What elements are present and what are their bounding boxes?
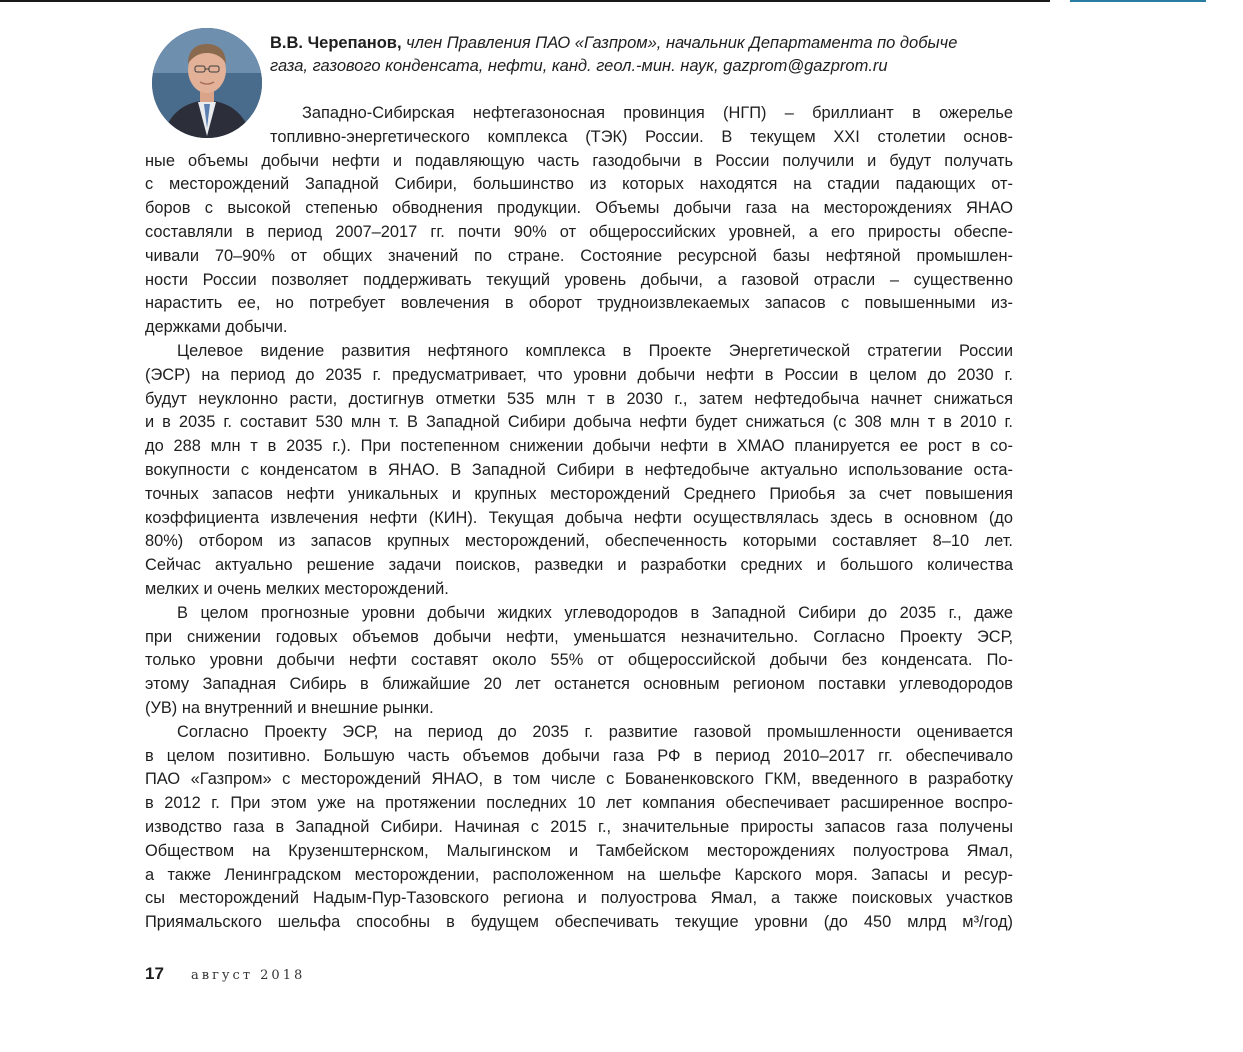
text-line: Согласно Проекту ЭСР, на период до 2035 г. развитие газовой промышленности оценивается [177, 722, 1013, 741]
text-line: точных запасов нефти уникальных и крупных месторождений Среднего Приобья за счет повышения [145, 484, 1013, 503]
text-line: сы месторождений Надым-Пур-Тазовского региона и полуострова Ямал, а также поисковых участков [145, 889, 1013, 908]
text-line: (ЭСР) на период до 2035 г. предусматривает, что уровни добычи нефти в России в целом до 2030 г. [145, 365, 1013, 384]
author-byline [270, 32, 1030, 78]
text-line: мелких и очень мелких месторождений. [145, 579, 449, 598]
text-line: этому Западная Сибирь в ближайшие 20 лет останется основным регионом поставки углеводородов [145, 675, 1013, 694]
text-line: нарастить ее, но потребует вовлечения в оборот трудноизвлекаемых запасов с повышенными из- [145, 294, 1013, 313]
text-line: только уровни добычи нефти составят около 55% от общероссийской добычи без конденсата. По- [145, 651, 1013, 670]
text-line: Западно-Сибирская нефтегазоносная провинция (НГП) – бриллиант в ожерелье [302, 104, 1013, 122]
text-line: в 2012 г. При этом уже на протяжении последних 10 лет компания обеспечивает расширенное воспро- [145, 794, 1013, 813]
text-line: изводство газа в Западной Сибири. Начиная с 2015 г., значительные приросты запасов газа получены [145, 817, 1013, 836]
text-line: ПАО «Газпром» с месторождений ЯНАО, в том числе с Бованенковского ГКМ, введенного в разработку [145, 770, 1013, 789]
issue-date: август 2018 [191, 968, 306, 983]
text-line: ности России позволяет поддерживать текущий уровень добычи, а газовой отрасли – существенно [145, 270, 1013, 289]
text-line: чивали 70–90% от общих значений по стране. Состояние ресурсной базы нефтяной промышлен- [145, 246, 1013, 265]
text-line: в целом позитивно. Большую часть объемов добычи газа РФ в период 2010–2017 гг. обеспечивало [145, 746, 1013, 765]
top-rule [0, 0, 1050, 2]
text-line: Обществом на Крузенштернском, Малыгинском и Тамбейском месторождениях полуострова Ямал, [145, 841, 1013, 860]
author-credentials: газа, газового конденсата, нефти, канд. геол.-мин. наук, gazprom@gazprom.ru [270, 57, 888, 75]
text-line: 80%) отбором из запасов крупных месторождений, обеспеченность которыми составляет 8–10 лет. [145, 532, 1013, 551]
text-line: вокупности с конденсатом в ЯНАО. В Западной Сибири в нефтедобыче актуально использование оста- [145, 460, 1013, 479]
paragraph-1 [145, 102, 1013, 340]
text-line: Сейчас актуально решение задачи поисков, разведки и разработки средних и большого количества [145, 556, 1013, 575]
text-line: держками добычи. [145, 318, 288, 337]
text-line: (УВ) на внутренний и внешние рынки. [145, 698, 434, 717]
article-body [145, 102, 1013, 935]
text-line: коэффициента извлечения нефти (КИН). Текущая добыча нефти осуществлялась здесь в основном (до [145, 508, 1013, 527]
paragraph-2 [145, 340, 1013, 602]
text-line: В целом прогнозные уровни добычи жидких углеводородов в Западной Сибири до 2035 г., даже [177, 603, 1013, 622]
text-line: и в 2035 г. составит 530 млн т. В Западной Сибири добыча нефти будет снижаться (с 308 млн т в 2010 г. [145, 413, 1013, 432]
text-line: топливно-энергетического комплекса (ТЭК) России. В текущем XXI столетии основ- [270, 127, 1013, 146]
paragraph-3 [145, 602, 1013, 721]
author-byline-line-1 [270, 32, 1030, 55]
text-line: до 288 млн т в 2035 г.). При постепенном снижении добычи нефти в ХМАО планируется ее рост в со- [145, 437, 1013, 456]
page-number: 17 [145, 964, 164, 983]
text-line: будут неуклонно расти, достигнув отметки 535 млн т в 2030 г., затем нефтедобыча начнет снижаться [145, 389, 1013, 408]
text-line: с месторождений Западной Сибири, большинство из которых находятся на стадии падающих от- [145, 175, 1013, 194]
page-footer [145, 964, 305, 984]
text-line: Целевое видение развития нефтяного комплекса в Проекте Энергетической стратегии России [177, 341, 1013, 360]
text-line: а также Ленинградском месторождении, расположенном на шельфе Карского моря. Запасы и ресур- [145, 865, 1013, 884]
top-rule-accent [1070, 0, 1206, 2]
author-position: член Правления ПАО «Газпром», начальник Департамента по добыче [401, 34, 958, 52]
text-line: Приямальского шельфа способны в будущем обеспечивать текущие уровни (до 450 млрд м³/год) [145, 913, 1013, 932]
text-line: боров с высокой степенью обводнения продукции. Объемы добычи газа на месторождениях ЯНАО [145, 199, 1013, 218]
text-line: составляли в период 2007–2017 гг. почти 90% от общероссийских уровней, а его приросты обеспе- [145, 222, 1013, 241]
paragraph-4 [145, 721, 1013, 935]
text-line: ные объемы добычи нефти и подавляющую часть газодобычи в России получили и будут получать [145, 151, 1013, 170]
text-line: при снижении годовых объемов добычи нефти, уменьшатся незначительно. Согласно Проекту ЭСР, [145, 627, 1013, 646]
author-name: В.В. Черепанов, [270, 34, 402, 52]
